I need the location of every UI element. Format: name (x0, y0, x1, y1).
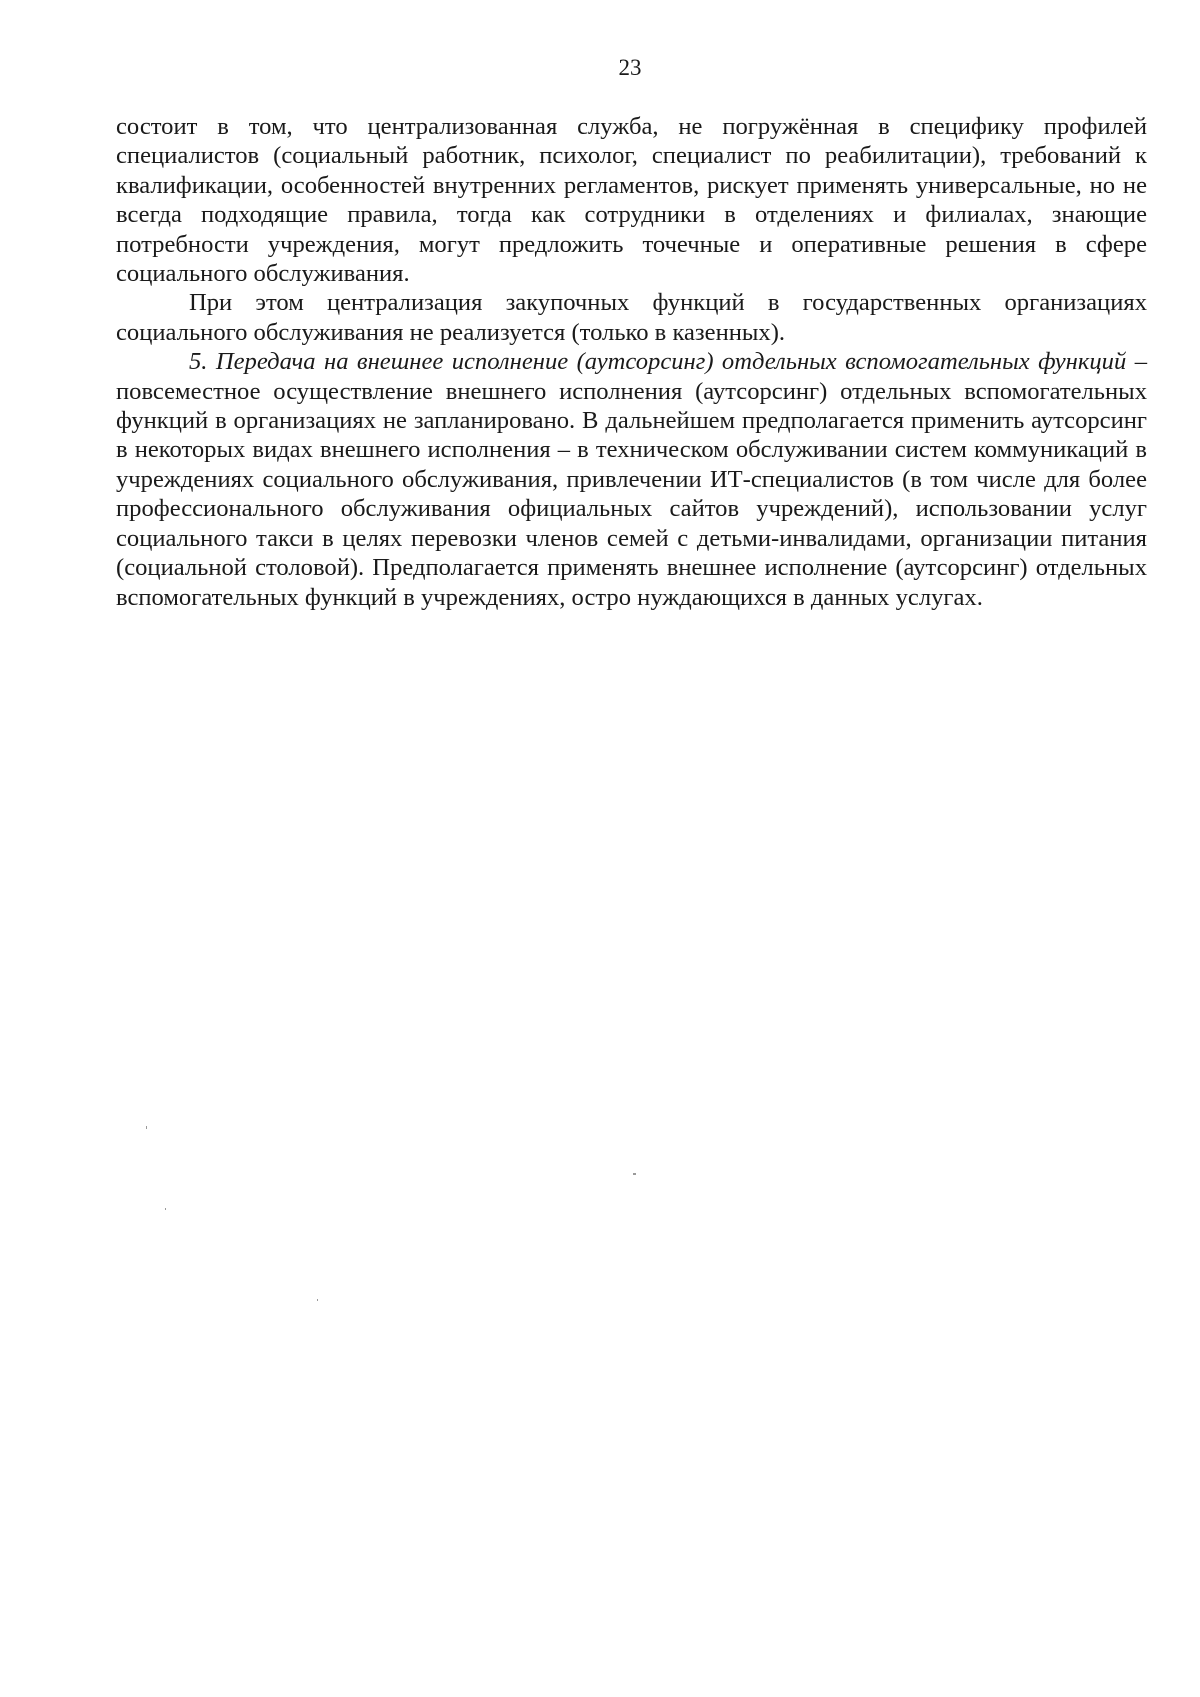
scan-speck (633, 1173, 636, 1175)
page-number: 23 (618, 55, 642, 80)
paragraph-outsourcing (116, 347, 1147, 612)
scan-speck (317, 1299, 318, 1301)
paragraph-continuation: состоит в том, что централизованная служба, не погружённая в специфику профилей специалистов (социальный работник, психолог, специалист по реабилитации), требований к квалификации, особенностей внутренних регламентов, рискует применять универсальные, но не всегда подходящие правила, тогда как сотрудники в отделениях и филиалах, знающие потребности учреждения, могут предложить точечные и оперативные решения в сфере социального обслуживания. (116, 113, 1147, 288)
paragraph-procurement: При этом централизация закупочных функций в государственных организациях социального обслуживания не реализуется (только в казенных). (116, 289, 1147, 346)
paragraph-outsourcing-text: – повсеместное осуществление внешнего исполнения (аутсорсинг) отдельных вспомогательных функций в организациях не запланировано. В дальнейшем предполагается применить аутсорсинг в некоторых видах внешнего исполнения – в техническом обслуживании систем коммуникаций в учреждениях социального обслуживания, привлечении ИТ-специалистов (в том числе для более профессионального обслуживания официальных сайтов учреждений), использовании услуг социального такси в целях перевозки членов семей с детьми-инвалидами, организации питания (социальной столовой). Предполагается применять внешнее исполнение (аутсорсинг) отдельных вспомогательных функций в учреждениях, остро нуждающихся в данных услугах. (116, 348, 1147, 611)
scan-speck (146, 1126, 147, 1129)
document-body (116, 112, 1147, 612)
scan-speck (165, 1208, 166, 1210)
section-heading-outsourcing: 5. Передача на внешнее исполнение (аутсорсинг) отдельных вспомогательных функций (189, 348, 1127, 376)
